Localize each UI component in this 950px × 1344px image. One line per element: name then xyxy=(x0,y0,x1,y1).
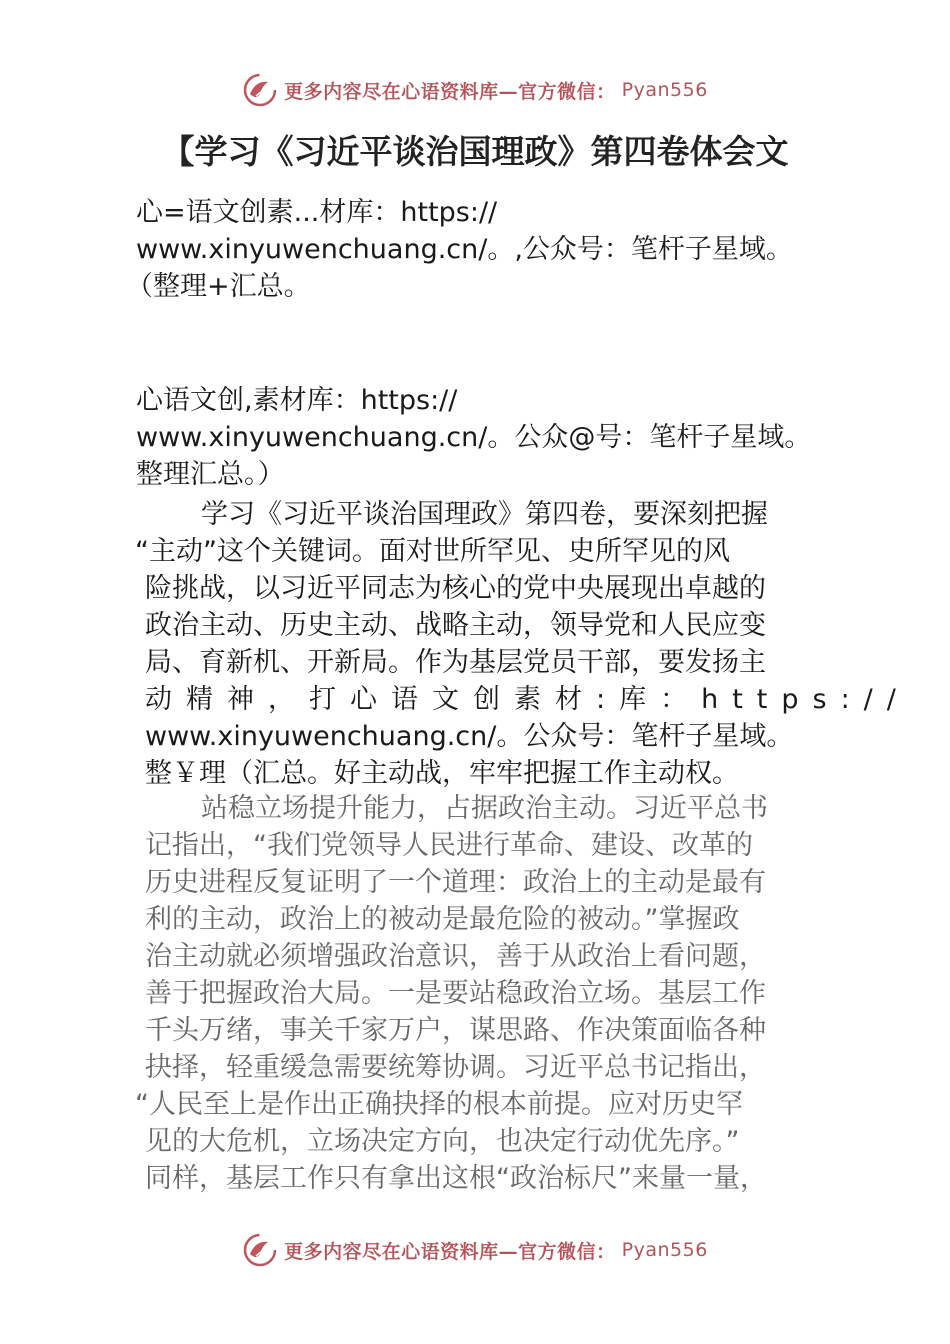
text-line: 千头万绪，事关千家万户，谋思路、作决策面临各种 xyxy=(145,1015,766,1046)
body-paragraph-1 xyxy=(135,496,910,792)
text-line: 心=语文创素...材库：https:// xyxy=(136,197,498,228)
text-line: 见的大危机，立场决定方向，也决定行动优先序。” xyxy=(145,1126,740,1157)
text-line: 局、育新机、开新局。作为基层党员干部，要发扬主 xyxy=(145,647,766,678)
header-banner xyxy=(0,72,950,108)
text-line: www.xinyuwenchuang.cn/。公众@号：笔杆子星域。 xyxy=(136,422,812,453)
banner-text: 更多内容尽在心语资料库—官方微信： xyxy=(284,1240,616,1263)
intro-paragraph-1 xyxy=(126,194,793,305)
brand-logo-icon xyxy=(242,72,278,108)
text-line: （整理+汇总。 xyxy=(126,271,311,302)
footer-banner xyxy=(0,1232,950,1268)
text-line: 利的主动，政治上的被动是最危险的被动。”掌握政 xyxy=(145,904,740,935)
text-line: 整￥理（汇总。好主动战，牢牢把握工作主动权。 xyxy=(145,758,739,789)
text-line: 政治主动、历史主动、战略主动，领导党和人民应变 xyxy=(145,610,766,641)
text-line: 记指出，“我们党领导人民进行革命、建设、改革的 xyxy=(145,830,753,861)
intro-paragraph-2 xyxy=(136,382,811,493)
banner-wechat-id: Pyan556 xyxy=(621,1239,708,1261)
text-line: 心语文创,素材库：https:// xyxy=(136,385,458,416)
brand-logo-icon xyxy=(242,1232,278,1268)
text-line: 抉择，轻重缓急需要统筹协调。习近平总书记指出， xyxy=(145,1052,766,1083)
text-line: www.xinyuwenchuang.cn/。公众号：笔杆子星域。 xyxy=(145,721,794,752)
text-line: “人民至上是作出正确抉择的根本前提。应对历史罕 xyxy=(135,1089,743,1120)
banner-text: 更多内容尽在心语资料库—官方微信： xyxy=(284,80,616,103)
text-line: 险挑战，以习近平同志为核心的党中央展现出卓越的 xyxy=(145,573,766,604)
text-line: “主动”这个关键词。面对世所罕见、史所罕见的风 xyxy=(135,536,730,567)
text-line: www.xinyuwenchuang.cn/。,公众号：笔杆子星域。 xyxy=(136,234,793,265)
text-line: 历史进程反复证明了一个道理：政治上的主动是最有 xyxy=(145,867,766,898)
document-title: 【学习《习近平谈治国理政》第四卷体会文 xyxy=(161,132,789,171)
banner-wechat-id: Pyan556 xyxy=(621,79,708,101)
text-line: 同样，基层工作只有拿出这根“政治标尺”来量一量， xyxy=(145,1163,767,1194)
text-line: 善于把握政治大局。一是要站稳政治立场。基层工作 xyxy=(145,978,766,1009)
text-line: 动精神，打心语文创素材:库：https:// xyxy=(145,684,910,715)
text-line: 治主动就必须增强政治意识，善于从政治上看问题， xyxy=(145,941,766,972)
body-paragraph-2 xyxy=(135,790,768,1197)
text-line: 整理汇总。） xyxy=(136,459,285,490)
text-line: 学习《习近平谈治国理政》第四卷，要深刻把握 xyxy=(201,499,768,530)
text-line: 站稳立场提升能力，占据政治主动。习近平总书 xyxy=(201,793,768,824)
